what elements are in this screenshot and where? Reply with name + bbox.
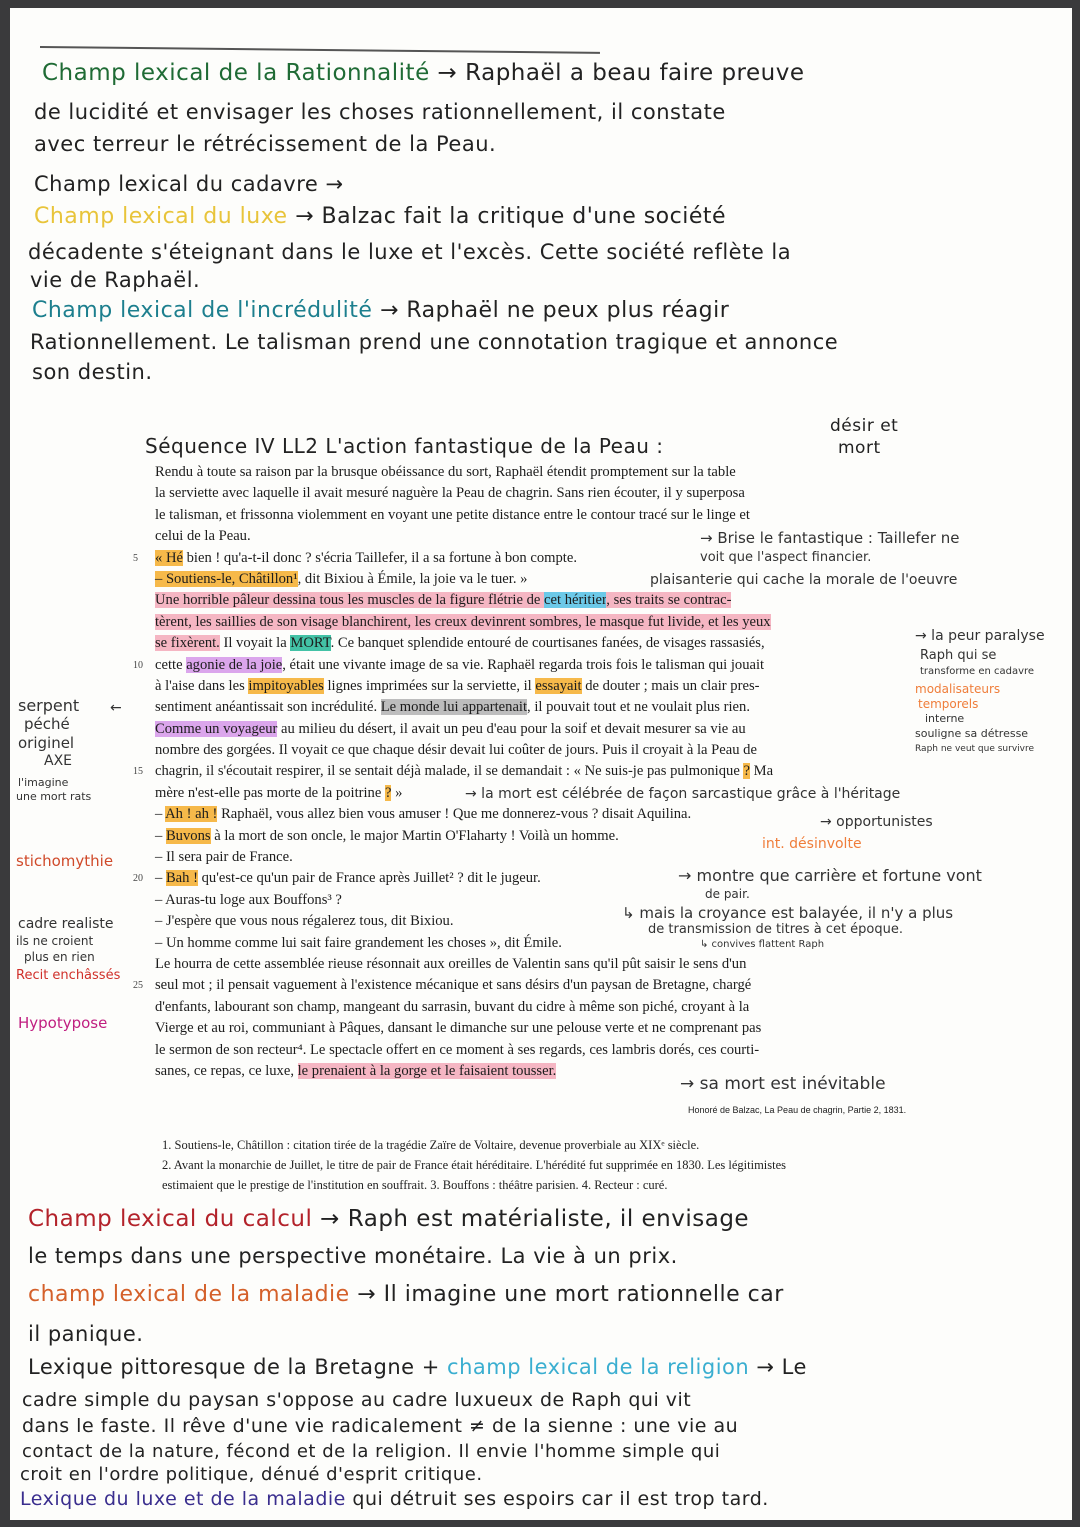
passage-text: à la mort de son oncle, le major Martin O'Flaharty ! Voilà un homme. — [210, 827, 619, 844]
note-bretagne — [28, 1355, 807, 1379]
margin-note: ↳ mais la croyance est balayée, il n'y a plus — [622, 904, 954, 922]
note-heading: Champ lexical de la Rationnalité — [42, 60, 430, 86]
passage-line — [133, 655, 945, 676]
passage-text: au milieu du désert, il avait un peu d'eau pour la soif et devait mesurer sa vie au — [277, 720, 746, 737]
margin-note: interne — [925, 712, 965, 725]
passage-text: Raphaël, vous allez bien vous amuser ! Que me donnerez-vous ? disait Aquilina. — [217, 806, 692, 823]
margin-note: l'imagine — [18, 776, 69, 789]
note-heading: Champ lexical de l'incrédulité — [32, 298, 373, 323]
highlighted-text: Le monde lui appartenait — [380, 699, 528, 716]
passage-text: – — [155, 806, 166, 823]
passage-text: , il pouvait tout et ne voulait plus rien. — [527, 699, 750, 716]
passage-line — [155, 612, 945, 633]
passage-text: . Ce banquet splendide entouré de courtisanes fanées, de visages rassasiés, — [330, 635, 765, 652]
margin-note: int. désinvolte — [762, 836, 862, 852]
passage-line — [133, 761, 945, 782]
highlighted-text: ? — [384, 784, 392, 801]
passage-line — [155, 740, 945, 761]
margin-note: ils ne croient — [16, 934, 94, 948]
highlighted-text: Comme un voyageur — [155, 720, 278, 737]
note-calcul — [28, 1206, 749, 1232]
margin-note: ↳ convives flattent Raph — [700, 939, 825, 950]
heading-sub: désir et — [830, 416, 899, 436]
margin-note: Raph ne veut que survivre — [915, 744, 1035, 754]
margin-note: plus en rien — [24, 950, 95, 964]
highlighted-text: « Hé — [155, 549, 183, 566]
margin-note: temporels — [918, 697, 979, 711]
note-text: → Raphaël ne peux plus réagir — [372, 298, 730, 323]
passage-line — [155, 462, 945, 483]
passage-text: celui de la Peau. — [155, 528, 251, 545]
note-text: → Il imagine une mort rationnelle car — [349, 1282, 784, 1307]
passage-text: d'enfants, labourant son champ, mangeant du sarrasin, buvant du cidre à même son piché, croyant à la — [155, 998, 750, 1015]
note-heading: champ lexical de la maladie — [28, 1282, 350, 1307]
note-luxe — [34, 204, 726, 229]
arrow-left-icon: ← — [110, 700, 122, 716]
margin-note: plaisanterie qui cache la morale de l'oeuvre — [650, 572, 958, 588]
passage-line — [155, 954, 945, 975]
note-line: croit en l'ordre politique, dénué d'esprit critique. — [20, 1464, 483, 1485]
passage-text: Vierge et au roi, communiant à Pâques, dansant le dimanche sur une pelouse verte et ne comprenant pas — [155, 1020, 762, 1037]
highlighted-text: impitoyables — [248, 677, 324, 694]
passage-line — [155, 719, 945, 740]
highlighted-text: Ah ! ah ! — [165, 806, 218, 823]
note-heading: Champ lexical du calcul — [28, 1206, 313, 1232]
note-line: cadre simple du paysan s'oppose au cadre luxueux de Raph qui vit — [22, 1389, 692, 1411]
passage-text: le sermon de son recteur⁴. Le spectacle offert en ce moment à ses regards, ces lambris dorés, ces courti- — [155, 1041, 760, 1058]
margin-note: transforme en cadavre — [920, 666, 1035, 677]
passage-text: , était une vivante image de sa vie. Raphaël regarda trois fois le talisman qui jouait — [282, 656, 765, 673]
note-line: décadente s'éteignant dans le luxe et l'excès. Cette société reflète la — [28, 240, 792, 264]
margin-note: → sa mort est inévitable — [680, 1074, 886, 1094]
note-heading: champ lexical de la religion — [447, 1355, 750, 1379]
passage-text: Rendu à toute sa raison par la brusque obéissance du sort, Raphaël étendit promptement sur la table — [155, 464, 736, 480]
passage-text: , dit Bixiou à Émile, la joie va le tuer. » — [297, 570, 528, 587]
note-text: → Balzac fait la critique d'une société — [287, 204, 727, 229]
margin-note: → la peur paralyse — [915, 628, 1045, 644]
note-heading: Lexique pittoresque de la Bretagne + — [28, 1355, 448, 1379]
note-cadavre: Champ lexical du cadavre → — [34, 172, 344, 196]
passage-line — [155, 697, 945, 718]
passage-text: – — [155, 827, 166, 844]
margin-note: péché — [24, 715, 70, 733]
note-text: qui détruit ses espoirs car il est trop tard. — [345, 1488, 769, 1510]
passage-text: Ma — [749, 763, 774, 780]
passage-text: sentiment anéantissait son incrédulité. — [155, 699, 381, 716]
note-text: → Raph est matérialiste, il envisage — [312, 1206, 750, 1232]
highlighted-text: ? — [743, 763, 750, 780]
margin-note: de pair. — [705, 887, 750, 901]
highlighted-text: , ses traits se contrac- — [606, 592, 732, 609]
note-incredulite — [32, 298, 729, 323]
margin-note: Raph qui se — [920, 648, 997, 663]
highlighted-text: – Soutiens-le, Châtillon¹ — [155, 570, 298, 587]
highlighted-text: se fixèrent. — [155, 635, 220, 652]
passage-text: mère n'est-elle pas morte de la poitrine — [155, 784, 385, 801]
note-maladie — [28, 1282, 784, 1307]
note-line: de lucidité et envisager les choses rationnellement, il constate — [34, 100, 726, 124]
passage-line — [155, 676, 945, 697]
passage-line — [155, 1040, 945, 1061]
passage-line — [155, 1018, 945, 1039]
passage-text: Il voyait la — [219, 635, 291, 652]
highlighted-text: Bah ! — [165, 870, 198, 887]
passage-text: le talisman, et frissonna violemment en voyant une petite distance entre le contour tracé sur le linge et — [155, 506, 750, 523]
margin-note: → la mort est célébrée de façon sarcastique grâce à l'héritage — [465, 786, 901, 802]
note-luxe-maladie — [20, 1488, 769, 1510]
margin-note: originel — [18, 734, 75, 752]
passage-text: nombre des gorgées. Il voyait ce que chaque désir devait lui coûter de jours. Puis il croyait à la Peau de — [155, 742, 757, 759]
margin-note: une mort rats — [16, 790, 92, 803]
margin-note: souligne sa détresse — [915, 727, 1029, 740]
note-text: → Le — [749, 1355, 807, 1379]
passage-line — [155, 590, 945, 611]
highlighted-text: Une horrible pâleur dessina tous les muscles de la figure flétrie de — [155, 592, 545, 609]
note-line: Rationnellement. Le talisman prend une connotation tragique et annonce — [30, 330, 839, 354]
notes-page — [10, 8, 1072, 1520]
highlighted-text: tèrent, les saillies de son visage blanchirent, les creux devinrent sombres, le masque fut livide, et les yeux — [155, 613, 771, 630]
highlighted-text: Buvons — [165, 827, 211, 844]
note-line: vie de Raphaël. — [30, 268, 201, 292]
passage-text: – Il sera pair de France. — [155, 849, 293, 866]
line-number: 25 — [133, 980, 143, 992]
passage-text: Le hourra de cette assemblée rieuse résonnait aux oreilles de Valentin sans qu'il pût saisir le sens d'un — [155, 955, 747, 972]
sequence-heading: Séquence IV LL2 L'action fantastique de la Peau : — [145, 434, 664, 458]
passage-line — [155, 505, 945, 526]
passage-text: » — [391, 784, 403, 801]
passage-text: de douter ; mais un clair pres- — [581, 677, 760, 694]
passage-text: lignes imprimées sur la serviette, il — [323, 677, 536, 694]
margin-note: → opportunistes — [820, 814, 933, 830]
note-line: avec terreur le rétrécissement de la Peau. — [34, 132, 497, 156]
line-number: 5 — [133, 552, 138, 564]
passage-text: seul mot ; il pensait vaguement à l'existence mécanique et sans désirs d'un paysan de Bretagne, chargé — [155, 977, 752, 994]
divider — [40, 46, 600, 54]
margin-note: modalisateurs — [915, 682, 1001, 696]
note-heading: Champ lexical du luxe — [34, 204, 288, 229]
passage-text: la serviette avec laquelle il avait mesuré naguère la Peau de chagrin. Sans rien écouter, il y superposa — [155, 485, 745, 502]
margin-note: AXE — [44, 753, 73, 769]
footnote: 2. Avant la monarchie de Juillet, le titre de pair de France était héréditaire. L'hérédité fut supprimée en 1830. Les légitimistes — [162, 1158, 787, 1172]
line-number: 20 — [133, 873, 143, 885]
passage-text: cette — [155, 656, 187, 673]
margin-note: → Brise le fantastique : Taillefer ne — [700, 529, 960, 547]
note-line: il panique. — [28, 1322, 144, 1346]
margin-note: Recit enchâssés — [16, 968, 121, 983]
note-line: dans le faste. Il rêve d'une vie radicalement ≠ de la sienne : une vie au — [22, 1415, 739, 1437]
margin-note: Hypotypose — [18, 1014, 108, 1032]
line-number: 10 — [133, 659, 143, 671]
highlighted-text: le prenaient à la gorge et le faisaient tousser. — [297, 1062, 557, 1079]
passage-text: – — [155, 870, 166, 887]
passage-text: bien ! qu'a-t-il donc ? s'écria Taillefer, il a sa fortune à bon compte. — [182, 549, 577, 566]
passage-line — [155, 633, 945, 654]
footnote: estimaient que le prestige de l'institution en souffrait. 3. Bouffons : théâtre parisien. 4. Recteur : curé. — [162, 1178, 668, 1192]
note-line: son destin. — [32, 360, 153, 384]
passage-text: chagrin, il s'écoutait respirer, il se sentait déjà malade, il se demandait : « Ne suis-je pas pulmonique — [155, 763, 744, 780]
note-line: contact de la nature, fécond et de la religion. Il envie l'homme simple qui — [22, 1441, 721, 1462]
highlighted-text: MORT — [290, 635, 331, 652]
margin-note: de transmission de titres à cet époque. — [648, 922, 904, 937]
passage-text: – Auras-tu loge aux Bouffons³ ? — [155, 891, 342, 908]
margin-note: stichomythie — [16, 852, 114, 870]
note-rationalite — [42, 60, 805, 86]
note-heading: Lexique du luxe et de la maladie — [20, 1488, 346, 1510]
highlighted-text: cet héritier — [544, 592, 607, 609]
passage-text: – J'espère que vous nous régalerez tous, dit Bixiou. — [155, 913, 454, 930]
passage-text: qu'est-ce qu'un pair de France après Juillet² ? dit le jugeur. — [197, 870, 541, 887]
source-credit: Honoré de Balzac, La Peau de chagrin, Partie 2, 1831. — [688, 1105, 907, 1115]
margin-note: → montre que carrière et fortune vont — [678, 866, 982, 885]
margin-note: voit que l'aspect financier. — [700, 550, 872, 565]
passage-line — [155, 483, 945, 504]
note-line: le temps dans une perspective monétaire. La vie à un prix. — [28, 1244, 678, 1268]
highlighted-text: essayait — [535, 677, 582, 694]
passage-text: sanes, ce repas, ce luxe, — [155, 1062, 298, 1079]
passage-text: – Un homme comme lui sait faire grandement les choses », dit Émile. — [155, 934, 562, 951]
margin-note: serpent — [18, 696, 80, 715]
highlighted-text: agonie de la joie — [186, 656, 283, 673]
line-number: 15 — [133, 766, 143, 778]
passage-text: à l'aise dans les — [155, 677, 249, 694]
note-text: → Raphaël a beau faire preuve — [429, 60, 805, 86]
passage-line — [133, 975, 945, 996]
passage-line — [155, 997, 945, 1018]
heading-sub: mort — [838, 438, 881, 458]
margin-note: cadre realiste — [18, 916, 114, 932]
footnote: 1. Soutiens-le, Châtillon : citation tirée de la tragédie Zaïre de Voltaire, devenue proverbiale au XIXᵉ siècle. — [162, 1138, 700, 1152]
